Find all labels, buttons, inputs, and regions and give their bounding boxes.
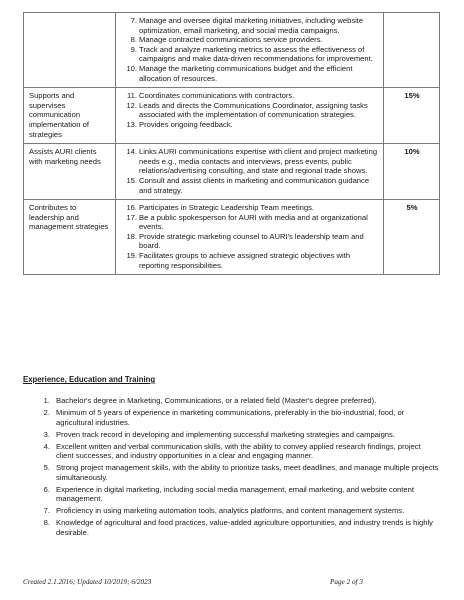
list-item bbox=[121, 91, 379, 101]
item-number: 13. bbox=[126, 119, 137, 129]
duties-table bbox=[23, 12, 440, 275]
item-text: Leads and directs the Communications Coordinator, assigning tasks associated with the implementation of communication strategies. bbox=[139, 100, 368, 120]
percent-cell: 15% bbox=[384, 88, 440, 144]
list-item bbox=[121, 120, 379, 130]
qualifications-list bbox=[40, 396, 440, 540]
item-text: Strong project management skills, with the ability to prioritize tasks, meet deadlines, and manage multiple projects simultaneously. bbox=[56, 463, 439, 482]
item-text: Manage contracted communications service providers. bbox=[139, 35, 323, 45]
list-item bbox=[121, 213, 379, 232]
item-number: 14. bbox=[126, 147, 137, 157]
item-text: Facilitates groups to achieve assigned strategic objectives with reporting responsibilities. bbox=[139, 251, 351, 270]
item-text: Knowledge of agricultural and food practices, value-added agriculture opportunities, and industry trends is highly desirable. bbox=[56, 518, 433, 537]
item-text: Experience in digital marketing, including social media management, email marketing, and website content management. bbox=[56, 484, 414, 504]
list-item bbox=[121, 203, 379, 213]
list-item bbox=[121, 101, 379, 120]
table-row bbox=[24, 144, 440, 200]
item-text: Track and analyze marketing metrics to assess the effectiveness of campaigns and make data-driven recommendations for improvement. bbox=[139, 44, 373, 64]
footer-page-number: Page 2 of 3 bbox=[330, 578, 363, 586]
percent-cell: 5% bbox=[384, 200, 440, 275]
task-list bbox=[121, 91, 379, 129]
item-text: Bachelor's degree in Marketing, Communications, or a related field (Master's degree preferred). bbox=[56, 396, 377, 405]
list-item bbox=[40, 463, 440, 482]
item-text: Excellent written and verbal communication skills, with the ability to convey applied research findings, project client successes, and industry opportunities in a clear and engaging manner. bbox=[56, 441, 421, 461]
item-text: Provide strategic marketing counsel to AURI's leadership team and board. bbox=[139, 231, 364, 251]
tasks-cell bbox=[116, 13, 384, 88]
item-number: 8. bbox=[43, 518, 50, 528]
percent-cell bbox=[384, 13, 440, 88]
task-list bbox=[121, 203, 379, 270]
item-number: 17. bbox=[126, 212, 137, 222]
list-item bbox=[40, 485, 440, 504]
list-item bbox=[40, 442, 440, 461]
list-item bbox=[121, 35, 379, 45]
item-number: 9. bbox=[130, 44, 137, 54]
item-number: 7. bbox=[43, 506, 50, 516]
item-text: Consult and assist clients in marketing and communication guidance and strategy. bbox=[139, 175, 370, 195]
list-item bbox=[40, 518, 440, 537]
list-item bbox=[121, 251, 379, 270]
item-number: 15. bbox=[126, 175, 137, 185]
item-number: 19. bbox=[126, 251, 137, 261]
list-item bbox=[40, 430, 440, 440]
list-item bbox=[121, 16, 379, 35]
table-row bbox=[24, 13, 440, 88]
item-text: Participates in Strategic Leadership Team meetings. bbox=[139, 203, 315, 213]
list-item bbox=[40, 396, 440, 406]
item-number: 6. bbox=[43, 484, 50, 494]
percent-cell: 10% bbox=[384, 144, 440, 200]
item-text: Proven track record in developing and implementing successful marketing strategies and campaigns. bbox=[56, 429, 395, 439]
list-item bbox=[121, 176, 379, 195]
item-text: Coordinates communications with contractors. bbox=[139, 91, 295, 101]
item-text: Be a public spokesperson for AURI with media and at organizational events. bbox=[139, 212, 368, 232]
item-number: 1. bbox=[43, 396, 50, 405]
tasks-cell bbox=[116, 88, 384, 144]
item-text: Minimum of 5 years of experience in marketing communications, preferably in the bio-industrial, food, or agricultural industries. bbox=[56, 407, 405, 427]
function-cell: Supports and supervises communication implementation of strategies bbox=[24, 88, 116, 144]
tasks-cell bbox=[116, 200, 384, 275]
item-number: 3. bbox=[43, 429, 50, 439]
item-number: 2. bbox=[43, 407, 50, 417]
item-text: Manage and oversee digital marketing initiatives, including website optimization, email marketing, and social media campaigns. bbox=[139, 16, 364, 35]
task-list bbox=[121, 16, 379, 83]
item-number: 10. bbox=[126, 63, 137, 73]
list-item bbox=[121, 147, 379, 176]
task-list bbox=[121, 147, 379, 195]
section-heading: Experience, Education and Training bbox=[23, 375, 156, 384]
footer-revision-date: Created 2.1.2016; Updated 10/2019; 6/2023 bbox=[23, 578, 152, 586]
item-number: 16. bbox=[126, 203, 137, 213]
table-row bbox=[24, 88, 440, 144]
function-cell: Contributes to leadership and management strategies bbox=[24, 200, 116, 275]
item-text: Provides ongoing feedback. bbox=[139, 119, 233, 129]
tasks-cell bbox=[116, 144, 384, 200]
item-text: Links AURI communications expertise with client and project marketing needs e.g., media contacts and interviews, press events, public relations/advertising consulting, and state and regional trade shows. bbox=[139, 147, 378, 176]
item-text: Proficiency in using marketing automation tools, analytics platforms, and content management systems. bbox=[56, 506, 405, 516]
item-number: 5. bbox=[43, 463, 50, 473]
item-number: 12. bbox=[126, 100, 137, 110]
item-number: 8. bbox=[130, 35, 137, 45]
list-item bbox=[40, 506, 440, 516]
item-number: 7. bbox=[130, 16, 137, 25]
item-number: 18. bbox=[126, 231, 137, 241]
list-item bbox=[121, 232, 379, 251]
list-item bbox=[121, 45, 379, 64]
table-row bbox=[24, 200, 440, 275]
list-item bbox=[121, 64, 379, 83]
item-number: 11. bbox=[127, 91, 137, 101]
list-item bbox=[40, 408, 440, 427]
item-text: Manage the marketing communications budget and the efficient allocation of resources. bbox=[139, 63, 353, 83]
function-cell bbox=[24, 13, 116, 88]
item-number: 4. bbox=[43, 441, 50, 451]
function-cell: Assists AURI clients with marketing needs bbox=[24, 144, 116, 200]
